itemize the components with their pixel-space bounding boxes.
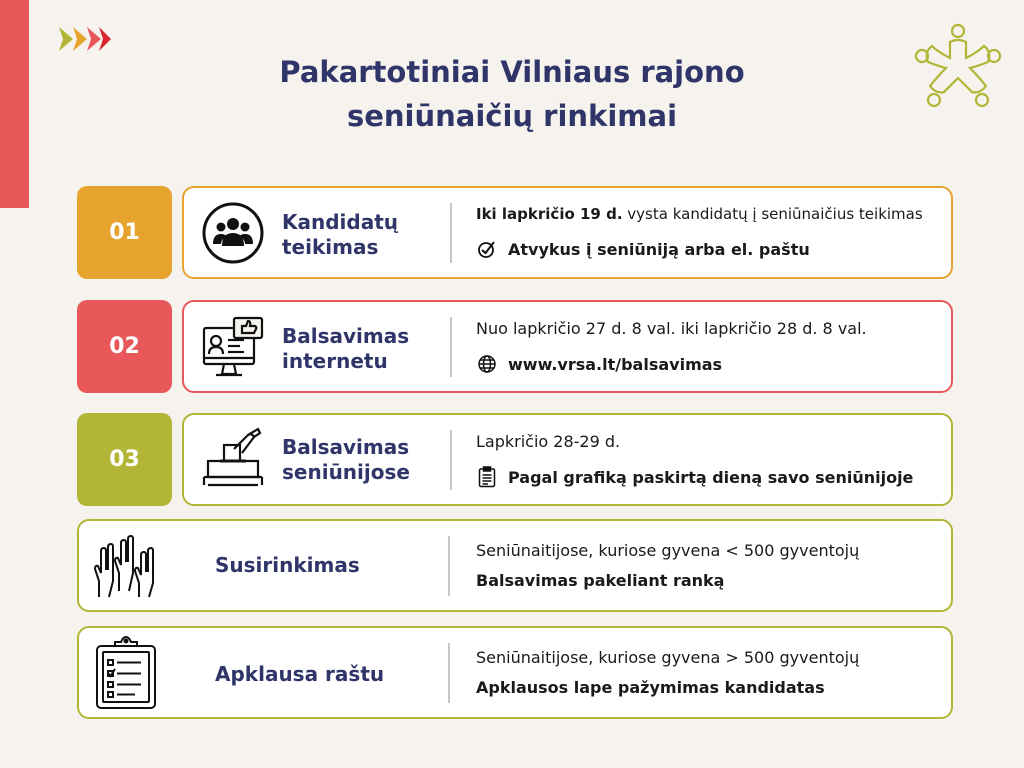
online-voting-computer-icon	[200, 316, 266, 382]
step-label	[282, 210, 398, 260]
step-row-02	[77, 300, 953, 393]
method-info: Seniūnaitijose, kuriose gyvena < 500 gyventojų	[476, 541, 860, 560]
method-card-assembly	[77, 519, 953, 612]
step-label-line-1: Kandidatų	[282, 210, 399, 234]
globe-icon	[476, 353, 498, 375]
step-card	[182, 300, 953, 393]
step-row-03	[77, 413, 953, 506]
step-info: Nuo lapkričio 27 d. 8 val. iki lapkričio 28 d. 8 val.	[476, 319, 867, 338]
method-label: Apklausa raštu	[215, 662, 385, 686]
step-detail	[476, 353, 722, 375]
step-card	[182, 186, 953, 279]
step-info	[476, 205, 923, 223]
group-people-icon	[202, 202, 264, 264]
step-detail-text: Pagal grafiką paskirtą dieną savo seniūnijoje	[508, 467, 914, 487]
survey-clipboard-icon	[93, 636, 159, 712]
clipboard-icon	[476, 466, 498, 488]
step-label	[282, 435, 410, 485]
title-line-2: seniūnaičių rinkimai	[346, 99, 678, 133]
step-detail	[476, 238, 810, 260]
step-detail-text: Atvykus į seniūniją arba el. paštu	[508, 239, 810, 259]
step-label-line-2: internetu	[282, 349, 388, 373]
title-line-1: Pakartotiniai Vilniaus rajono	[279, 55, 745, 89]
step-info-text: vysta kandidatų į seniūnaičius teikimas	[622, 205, 923, 223]
step-number-badge: 02	[77, 300, 172, 393]
separator	[450, 203, 452, 263]
method-detail: Apklausos lape pažymimas kandidatas	[476, 678, 825, 697]
step-detail-text: www.vrsa.lt/balsavimas	[508, 354, 723, 374]
step-info-date: Iki lapkričio 19 d.	[476, 205, 623, 223]
step-label-line-1: Balsavimas	[282, 435, 410, 459]
step-label-line-2: teikimas	[282, 235, 379, 259]
separator	[450, 430, 452, 490]
page-title	[0, 50, 1024, 138]
step-number-badge: 03	[77, 413, 172, 506]
method-card-survey	[77, 626, 953, 719]
raised-hands-icon	[91, 533, 159, 601]
method-info: Seniūnaitijose, kuriose gyvena > 500 gyventojų	[476, 648, 860, 667]
method-detail: Balsavimas pakeliant ranką	[476, 571, 725, 590]
method-label: Susirinkimas	[215, 553, 360, 577]
step-label-line-1: Balsavimas	[282, 324, 410, 348]
step-row-01	[77, 186, 953, 279]
separator	[450, 317, 452, 377]
step-info: Lapkričio 28-29 d.	[476, 432, 621, 451]
check-circle-icon	[476, 238, 498, 260]
step-detail	[476, 466, 913, 488]
step-label-line-2: seniūnijose	[282, 460, 410, 484]
step-label	[282, 324, 409, 374]
separator	[448, 643, 450, 703]
separator	[448, 536, 450, 596]
ballot-box-icon	[200, 427, 266, 493]
step-number-badge: 01	[77, 186, 172, 279]
step-card	[182, 413, 953, 506]
